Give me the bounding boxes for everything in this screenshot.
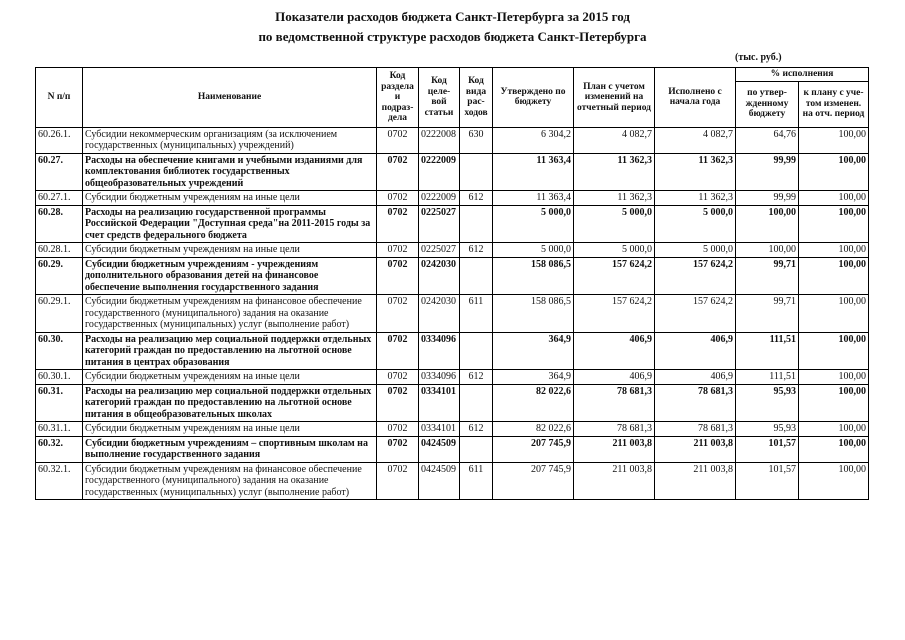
row-pct-approved: 99,99 xyxy=(736,191,799,206)
row-executed: 11 362,3 xyxy=(655,191,736,206)
row-pct-approved: 101,57 xyxy=(736,436,799,462)
row-plan: 211 003,8 xyxy=(574,436,655,462)
row-approved: 207 745,9 xyxy=(493,462,574,500)
row-pct-plan: 100,00 xyxy=(799,295,869,333)
row-expense-type xyxy=(460,257,493,295)
row-article-code: 0225027 xyxy=(419,243,460,258)
row-num: 60.32.1. xyxy=(36,462,83,500)
row-name: Расходы на реализацию государственной программы Российской Федерации "Доступная среда"на 2011-2015 годы за счет средств федерального бюджета xyxy=(83,205,377,243)
row-num: 60.29. xyxy=(36,257,83,295)
row-pct-approved: 99,71 xyxy=(736,295,799,333)
row-pct-approved: 100,00 xyxy=(736,243,799,258)
row-pct-plan: 100,00 xyxy=(799,153,869,191)
row-pct-approved: 95,93 xyxy=(736,384,799,422)
row-name: Субсидии бюджетным учреждениям на финансовое обеспечение государственного (муниципального) задания на оказание государственных (муниципальных) услуг (выполнение работ) xyxy=(83,462,377,500)
row-expense-type xyxy=(460,153,493,191)
row-expense-type: 612 xyxy=(460,191,493,206)
row-num: 60.30. xyxy=(36,332,83,370)
row-pct-plan: 100,00 xyxy=(799,332,869,370)
row-expense-type xyxy=(460,384,493,422)
row-section-code: 0702 xyxy=(377,422,419,437)
row-num: 60.31. xyxy=(36,384,83,422)
row-section-code: 0702 xyxy=(377,127,419,153)
row-pct-plan: 100,00 xyxy=(799,257,869,295)
row-section-code: 0702 xyxy=(377,205,419,243)
row-pct-plan: 100,00 xyxy=(799,422,869,437)
row-pct-plan: 100,00 xyxy=(799,205,869,243)
row-approved: 5 000,0 xyxy=(493,205,574,243)
row-approved: 207 745,9 xyxy=(493,436,574,462)
row-name: Субсидии бюджетным учреждениям - учреждениям дополнительного образования детей на финансовое обеспечение выполнения государственного задания xyxy=(83,257,377,295)
row-approved: 11 363,4 xyxy=(493,153,574,191)
header-percent: % исполнения xyxy=(736,68,869,82)
row-executed: 5 000,0 xyxy=(655,205,736,243)
table-row xyxy=(36,205,869,243)
row-name: Субсидии бюджетным учреждениям на финансовое обеспечение государственного (муниципального) задания на оказание государственных (муниципальных) услуг (выполнение работ) xyxy=(83,295,377,333)
row-name: Субсидии бюджетным учреждениям на иные цели xyxy=(83,370,377,385)
row-pct-plan: 100,00 xyxy=(799,370,869,385)
row-article-code: 0222008 xyxy=(419,127,460,153)
units-label: (тыс. руб.) xyxy=(735,52,782,63)
row-section-code: 0702 xyxy=(377,191,419,206)
row-approved: 364,9 xyxy=(493,370,574,385)
row-plan: 157 624,2 xyxy=(574,257,655,295)
header-plan: План с учетом изменений на отчетный период xyxy=(574,68,655,128)
row-article-code: 0242030 xyxy=(419,257,460,295)
table-row xyxy=(36,191,869,206)
row-plan: 5 000,0 xyxy=(574,243,655,258)
row-name: Субсидии бюджетным учреждениям на иные цели xyxy=(83,191,377,206)
report-subtitle: по ведомственной структуре расходов бюджета Санкт-Петербурга xyxy=(258,29,647,44)
table-row xyxy=(36,127,869,153)
row-section-code: 0702 xyxy=(377,462,419,500)
table-body xyxy=(36,127,869,500)
row-approved: 158 086,5 xyxy=(493,295,574,333)
table-row xyxy=(36,243,869,258)
row-article-code: 0242030 xyxy=(419,295,460,333)
row-executed: 5 000,0 xyxy=(655,243,736,258)
row-num: 60.27.1. xyxy=(36,191,83,206)
header-name: Наименование xyxy=(83,68,377,128)
row-plan: 78 681,3 xyxy=(574,422,655,437)
row-pct-plan: 100,00 xyxy=(799,191,869,206)
row-section-code: 0702 xyxy=(377,295,419,333)
header-num: N п/п xyxy=(36,68,83,128)
row-plan: 4 082,7 xyxy=(574,127,655,153)
row-name: Расходы на реализацию мер социальной поддержки отдельных категорий граждан по предоставлению на льготной основе питания в центрах образования xyxy=(83,332,377,370)
row-section-code: 0702 xyxy=(377,243,419,258)
row-num: 60.28. xyxy=(36,205,83,243)
row-name: Субсидии бюджетным учреждениям – спортивным школам на выполнение государственного задания xyxy=(83,436,377,462)
row-pct-approved: 99,99 xyxy=(736,153,799,191)
row-section-code: 0702 xyxy=(377,257,419,295)
row-pct-plan: 100,00 xyxy=(799,462,869,500)
table-row xyxy=(36,436,869,462)
header-pct-approved: по утвер-жденному бюджету xyxy=(736,81,799,127)
row-plan: 78 681,3 xyxy=(574,384,655,422)
table-row xyxy=(36,370,869,385)
row-name: Расходы на обеспечение книгами и учебными изданиями для комплектования библиотек государственных общеобразовательных учреждений xyxy=(83,153,377,191)
header-approved: Утверждено по бюджету xyxy=(493,68,574,128)
row-pct-plan: 100,00 xyxy=(799,384,869,422)
row-section-code: 0702 xyxy=(377,436,419,462)
row-expense-type xyxy=(460,436,493,462)
row-expense-type xyxy=(460,205,493,243)
row-plan: 211 003,8 xyxy=(574,462,655,500)
row-plan: 11 362,3 xyxy=(574,191,655,206)
row-approved: 5 000,0 xyxy=(493,243,574,258)
row-expense-type xyxy=(460,332,493,370)
row-pct-approved: 95,93 xyxy=(736,422,799,437)
row-executed: 157 624,2 xyxy=(655,257,736,295)
row-name: Субсидии бюджетным учреждениям на иные цели xyxy=(83,243,377,258)
row-section-code: 0702 xyxy=(377,153,419,191)
row-pct-plan: 100,00 xyxy=(799,243,869,258)
row-plan: 406,9 xyxy=(574,370,655,385)
row-article-code: 0225027 xyxy=(419,205,460,243)
row-executed: 211 003,8 xyxy=(655,462,736,500)
row-name: Субсидии бюджетным учреждениям на иные цели xyxy=(83,422,377,437)
row-expense-type: 630 xyxy=(460,127,493,153)
header-executed: Исполнено с начала года xyxy=(655,68,736,128)
row-pct-approved: 111,51 xyxy=(736,370,799,385)
row-pct-plan: 100,00 xyxy=(799,436,869,462)
row-executed: 4 082,7 xyxy=(655,127,736,153)
row-executed: 211 003,8 xyxy=(655,436,736,462)
row-approved: 158 086,5 xyxy=(493,257,574,295)
table-row xyxy=(36,153,869,191)
row-num: 60.27. xyxy=(36,153,83,191)
row-approved: 82 022,6 xyxy=(493,422,574,437)
row-num: 60.32. xyxy=(36,436,83,462)
row-num: 60.31.1. xyxy=(36,422,83,437)
row-plan: 406,9 xyxy=(574,332,655,370)
row-pct-approved: 101,57 xyxy=(736,462,799,500)
row-section-code: 0702 xyxy=(377,370,419,385)
row-executed: 78 681,3 xyxy=(655,384,736,422)
row-article-code: 0334096 xyxy=(419,332,460,370)
row-approved: 6 304,2 xyxy=(493,127,574,153)
row-pct-plan: 100,00 xyxy=(799,127,869,153)
row-executed: 78 681,3 xyxy=(655,422,736,437)
table-row xyxy=(36,462,869,500)
row-num: 60.28.1. xyxy=(36,243,83,258)
report-title: Показатели расходов бюджета Санкт-Петербурга за 2015 год xyxy=(275,9,630,24)
table-row xyxy=(36,384,869,422)
row-num: 60.26.1. xyxy=(36,127,83,153)
row-article-code: 0334096 xyxy=(419,370,460,385)
row-expense-type: 612 xyxy=(460,422,493,437)
row-name: Субсидии некоммерческим организациям (за исключением государственных (муниципальных) учреждений) xyxy=(83,127,377,153)
row-expense-type: 611 xyxy=(460,295,493,333)
row-executed: 157 624,2 xyxy=(655,295,736,333)
header-section: Код раздела и подраз-дела xyxy=(377,68,419,128)
table-row xyxy=(36,422,869,437)
row-pct-approved: 111,51 xyxy=(736,332,799,370)
row-plan: 157 624,2 xyxy=(574,295,655,333)
row-expense-type: 612 xyxy=(460,370,493,385)
header-type: Код вида рас-ходов xyxy=(460,68,493,128)
row-expense-type: 611 xyxy=(460,462,493,500)
row-approved: 364,9 xyxy=(493,332,574,370)
row-article-code: 0222009 xyxy=(419,153,460,191)
header-article: Код целе-вой статьи xyxy=(419,68,460,128)
row-section-code: 0702 xyxy=(377,384,419,422)
budget-table xyxy=(35,67,869,500)
row-executed: 11 362,3 xyxy=(655,153,736,191)
row-article-code: 0424509 xyxy=(419,436,460,462)
row-approved: 82 022,6 xyxy=(493,384,574,422)
table-row xyxy=(36,257,869,295)
row-executed: 406,9 xyxy=(655,332,736,370)
row-article-code: 0424509 xyxy=(419,462,460,500)
table-row xyxy=(36,295,869,333)
row-approved: 11 363,4 xyxy=(493,191,574,206)
row-num: 60.29.1. xyxy=(36,295,83,333)
row-pct-approved: 64,76 xyxy=(736,127,799,153)
row-plan: 11 362,3 xyxy=(574,153,655,191)
row-article-code: 0222009 xyxy=(419,191,460,206)
row-num: 60.30.1. xyxy=(36,370,83,385)
row-section-code: 0702 xyxy=(377,332,419,370)
table-row xyxy=(36,332,869,370)
row-pct-approved: 100,00 xyxy=(736,205,799,243)
row-name: Расходы на реализацию мер социальной поддержки отдельных категорий граждан по предоставлению на льготной основе питания в общеобразовательных школах xyxy=(83,384,377,422)
row-pct-approved: 99,71 xyxy=(736,257,799,295)
row-article-code: 0334101 xyxy=(419,384,460,422)
row-executed: 406,9 xyxy=(655,370,736,385)
row-article-code: 0334101 xyxy=(419,422,460,437)
header-pct-plan: к плану с уче-том изменен. на отч. период xyxy=(799,81,869,127)
row-plan: 5 000,0 xyxy=(574,205,655,243)
row-expense-type: 612 xyxy=(460,243,493,258)
